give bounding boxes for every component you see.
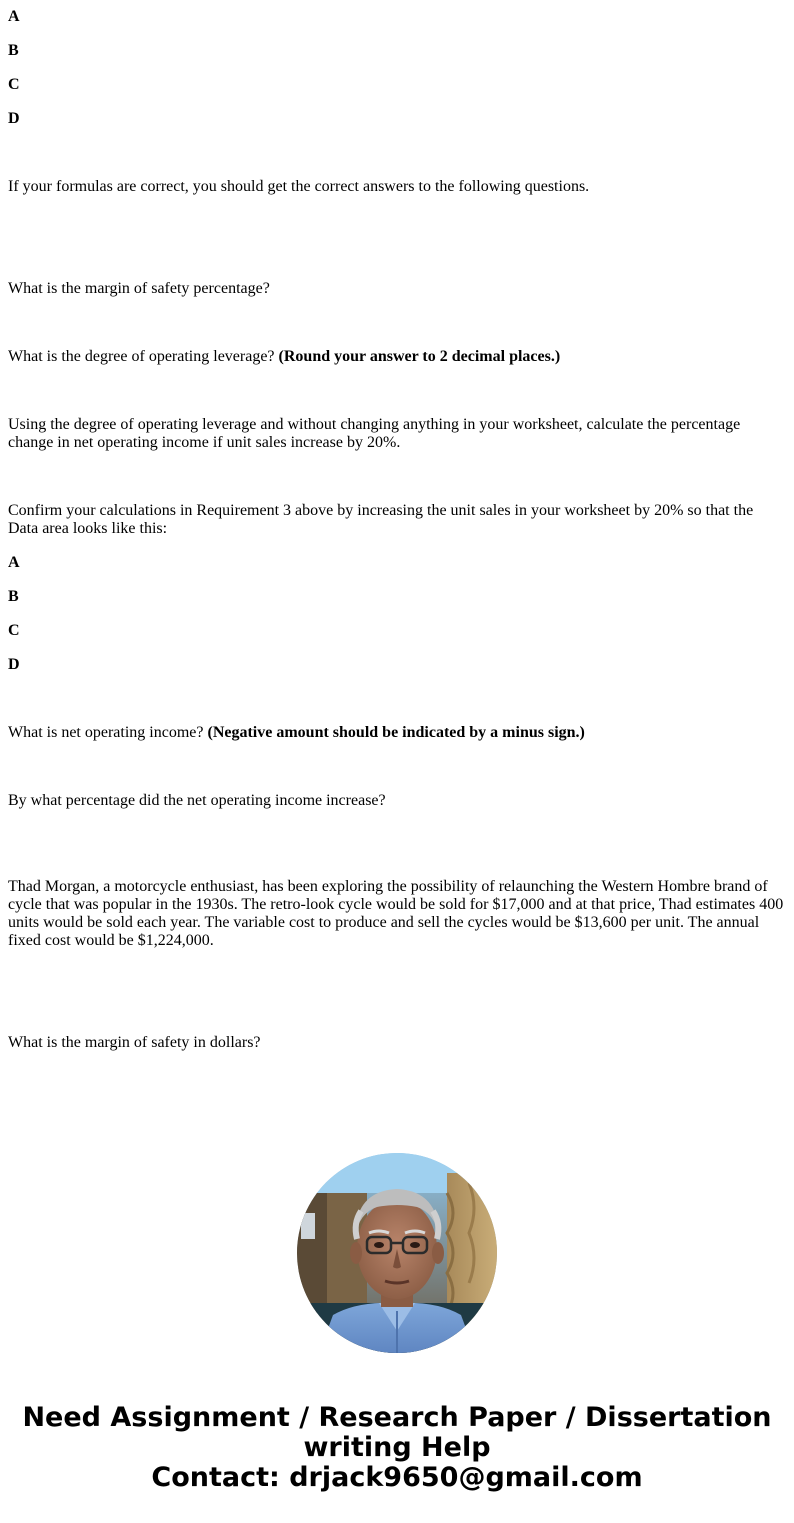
question-text: What is the degree of operating leverage? <box>8 348 279 365</box>
footer-line-2: writing Help <box>303 1432 491 1463</box>
question-percentage-change: Using the degree of operating leverage and without changing anything in your worksheet, calculate the percentage change in net operating income if unit sales increase by 20%. <box>8 416 741 451</box>
question-margin-of-safety-percentage: What is the margin of safety percentage? <box>8 280 270 297</box>
question-noi-percentage-increase: By what percentage did the net operating income increase? <box>8 792 386 809</box>
column-letter-a: A <box>8 8 20 25</box>
footer-line-1: Need Assignment / Research Paper / Dissertation <box>22 1402 772 1433</box>
question-net-operating-income <box>8 724 784 742</box>
column-letter-d: D <box>8 110 20 127</box>
column-letter-b: B <box>8 42 19 59</box>
column-letter-d: D <box>8 656 20 673</box>
rounding-note: (Round your answer to 2 decimal places.) <box>278 348 561 365</box>
tutor-photo-avatar <box>297 1153 497 1353</box>
thad-morgan-problem: Thad Morgan, a motorcycle enthusiast, has been exploring the possibility of relaunching the Western Hombre brand of cycle that was popular in the 1930s. The retro-look cycle would be sold for $17,000 and at that price, Thad estimates 400 units would be sold each year. The variable cost to produce and sell the cycles would be $13,600 per unit. The annual fixed cost would be $1,224,000. <box>8 878 784 949</box>
question-margin-of-safety-dollars: What is the margin of safety in dollars? <box>8 1034 261 1051</box>
column-letter-c: C <box>8 622 20 639</box>
intro-text: If your formulas are correct, you should get the correct answers to the following questions. <box>8 178 590 195</box>
column-letter-b: B <box>8 588 19 605</box>
contact-footer <box>0 1403 794 1493</box>
question-text: What is net operating income? <box>8 724 208 741</box>
footer-contact-email: Contact: drjack9650@gmail.com <box>151 1462 643 1493</box>
confirm-instructions: Confirm your calculations in Requirement 3 above by increasing the unit sales in your worksheet by 20% so that the Data area looks like this: <box>8 502 754 537</box>
negative-amount-note: (Negative amount should be indicated by a minus sign.) <box>207 724 585 741</box>
person-portrait-icon <box>297 1153 497 1353</box>
question-degree-of-operating-leverage <box>8 348 784 366</box>
column-letter-c: C <box>8 76 20 93</box>
column-letter-a: A <box>8 554 20 571</box>
